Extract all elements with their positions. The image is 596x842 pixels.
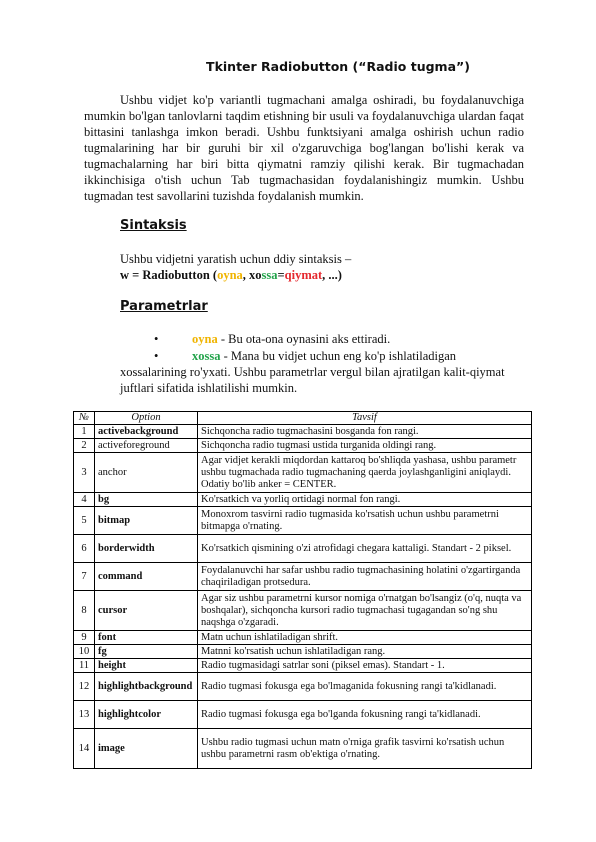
row-description: Foydalanuvchi har safar ushbu radio tugmachasining holatini o'zgartirganda chaqiriladigan protsedura. xyxy=(198,563,532,591)
row-description: Sichqoncha radio tugmasi ustida turganida oldingi rang. xyxy=(198,439,532,453)
row-option: font xyxy=(95,631,198,645)
row-number: 14 xyxy=(74,729,95,769)
table-row xyxy=(74,453,532,493)
row-option: anchor xyxy=(95,453,198,493)
table-row xyxy=(74,507,532,535)
row-option: highlightcolor xyxy=(95,701,198,729)
table-row xyxy=(74,591,532,631)
row-number: 11 xyxy=(74,659,95,673)
bullet-2-key: xossa xyxy=(192,349,221,363)
row-option: command xyxy=(95,563,198,591)
table-header-row xyxy=(74,412,532,425)
row-option: bitmap xyxy=(95,507,198,535)
row-number: 9 xyxy=(74,631,95,645)
row-description: Matnni ko'rsatish uchun ishlatiladigan rang. xyxy=(198,645,532,659)
params-heading: Parametrlar xyxy=(120,299,208,314)
page-title: Tkinter Radiobutton (“Radio tugma”) xyxy=(206,59,470,74)
row-description: Radio tugmasi fokusga ega bo'lmaganida fokusning rangi ta'kidlanadi. xyxy=(198,673,532,701)
row-number: 7 xyxy=(74,563,95,591)
header-number: № xyxy=(74,412,95,425)
bullet-2-continuation-2: juftlari sifatida ishlatilishi mumkin. xyxy=(120,381,298,395)
row-option: bg xyxy=(95,493,198,507)
row-number: 1 xyxy=(74,425,95,439)
syntax-ssa: ssa xyxy=(261,268,278,282)
bullet-2 xyxy=(192,348,456,364)
table-row xyxy=(74,729,532,769)
header-description: Tavsif xyxy=(198,412,532,425)
syntax-description: Ushbu vidjetni yaratish uchun ddiy sintaksis – xyxy=(120,252,352,266)
table-row xyxy=(74,493,532,507)
row-description: Radio tugmasidagi satrlar soni (piksel emas). Standart - 1. xyxy=(198,659,532,673)
row-description: Ushbu radio tugmasi uchun matn o'rniga grafik tasvirni ko'rsatish uchun ushbu parametrni rasm ob'ektiga o'rnating. xyxy=(198,729,532,769)
table-row xyxy=(74,645,532,659)
bullet-1-marker: • xyxy=(154,332,159,346)
row-number: 8 xyxy=(74,591,95,631)
table-row xyxy=(74,535,532,563)
table-row xyxy=(74,563,532,591)
bullet-2-marker: • xyxy=(154,349,159,363)
bullet-2-text: - Mana bu vidjet uchun eng ko'p ishlatiladigan xyxy=(220,349,457,363)
intro-paragraph: Ushbu vidjet ko'p variantli tugmachani amalga oshiradi, bu foydalanuvchiga mumkin bo'lgan tanlovlarni taqdim etishning bir usuli va foydalanuvchiga ulardan faqat bittasini tanlashga imkon beradi. Ushbu funktsiyani amalga oshirish uchun radio tugmalarining har bir guruhi bir xil o'zgaruvchiga bog'langan bo'lishi kerak va tugmachalarning har biri bitta qiymatni ramziy qilishi kerak. Bir tugmachadan ikkinchisiga o'tish uchun Tab tugmachasidan foydalanishingiz mumkin. Ushbu tugmadan test savollarini tuzishda foydalanish mumkin. xyxy=(84,93,524,203)
row-description: Radio tugmasi fokusga ega bo'lganda fokusning rangi ta'kidlanadi. xyxy=(198,701,532,729)
row-number: 6 xyxy=(74,535,95,563)
row-number: 10 xyxy=(74,645,95,659)
table-row xyxy=(74,631,532,645)
row-number: 3 xyxy=(74,453,95,493)
bullet-1-key: oyna xyxy=(192,332,218,346)
options-table xyxy=(73,411,532,769)
syntax-end: , ...) xyxy=(322,268,342,282)
row-number: 4 xyxy=(74,493,95,507)
syntax-oyna: oyna xyxy=(217,268,243,282)
syntax-qiymat: qiymat xyxy=(284,268,323,282)
syntax-xo: xo xyxy=(249,268,262,282)
bullet-1 xyxy=(192,331,390,347)
syntax-eq: = xyxy=(277,268,285,282)
row-description: Agar siz ushbu parametrni kursor nomiga o'rnatgan bo'lsangiz (o'q, nuqta va boshqalar), sichqoncha kursori radio tugmachasi tugagandan so'ng shu naqshga o'zgaradi. xyxy=(198,591,532,631)
syntax-w: w = Radiobutton ( xyxy=(120,268,218,282)
row-description: Agar vidjet kerakli miqdordan kattaroq bo'shliqda yashasa, ushbu parametr ushbu tugmachada radio tugmachaning qaerda joylashganligini aniqlaydi. Odatiy bo'lib anker = CENTER. xyxy=(198,453,532,493)
row-description: Monoxrom tasvirni radio tugmasida ko'rsatish uchun ushbu parametrni bitmapga o'rnating. xyxy=(198,507,532,535)
row-description: Matn uchun ishlatiladigan shrift. xyxy=(198,631,532,645)
table-row xyxy=(74,439,532,453)
bullet-1-text: - Bu ota-ona oynasini aks ettiradi. xyxy=(217,332,391,346)
row-option: activebackground xyxy=(95,425,198,439)
bullet-2-continuation-1: xossalarining ro'yxati. Ushbu parametrlar vergul bilan ajratilgan kalit-qiymat xyxy=(120,365,505,379)
table-row xyxy=(74,425,532,439)
row-description: Sichqoncha radio tugmachasini bosganda fon rangi. xyxy=(198,425,532,439)
syntax-heading: Sintaksis xyxy=(120,218,187,233)
row-number: 5 xyxy=(74,507,95,535)
table-row xyxy=(74,701,532,729)
row-number: 12 xyxy=(74,673,95,701)
row-option: highlightbackground xyxy=(95,673,198,701)
row-option: image xyxy=(95,729,198,769)
row-description: Ko'rsatkich va yorliq ortidagi normal fon rangi. xyxy=(198,493,532,507)
row-option: borderwidth xyxy=(95,535,198,563)
row-option: fg xyxy=(95,645,198,659)
row-option: activeforeground xyxy=(95,439,198,453)
header-option: Option xyxy=(95,412,198,425)
syntax-code xyxy=(120,267,342,283)
syntax-comma: , xyxy=(242,268,250,282)
row-number: 2 xyxy=(74,439,95,453)
row-option: cursor xyxy=(95,591,198,631)
row-option: height xyxy=(95,659,198,673)
table-row xyxy=(74,673,532,701)
row-number: 13 xyxy=(74,701,95,729)
row-description: Ko'rsatkich qismining o'zi atrofidagi chegara kattaligi. Standart - 2 piksel. xyxy=(198,535,532,563)
table-row xyxy=(74,659,532,673)
